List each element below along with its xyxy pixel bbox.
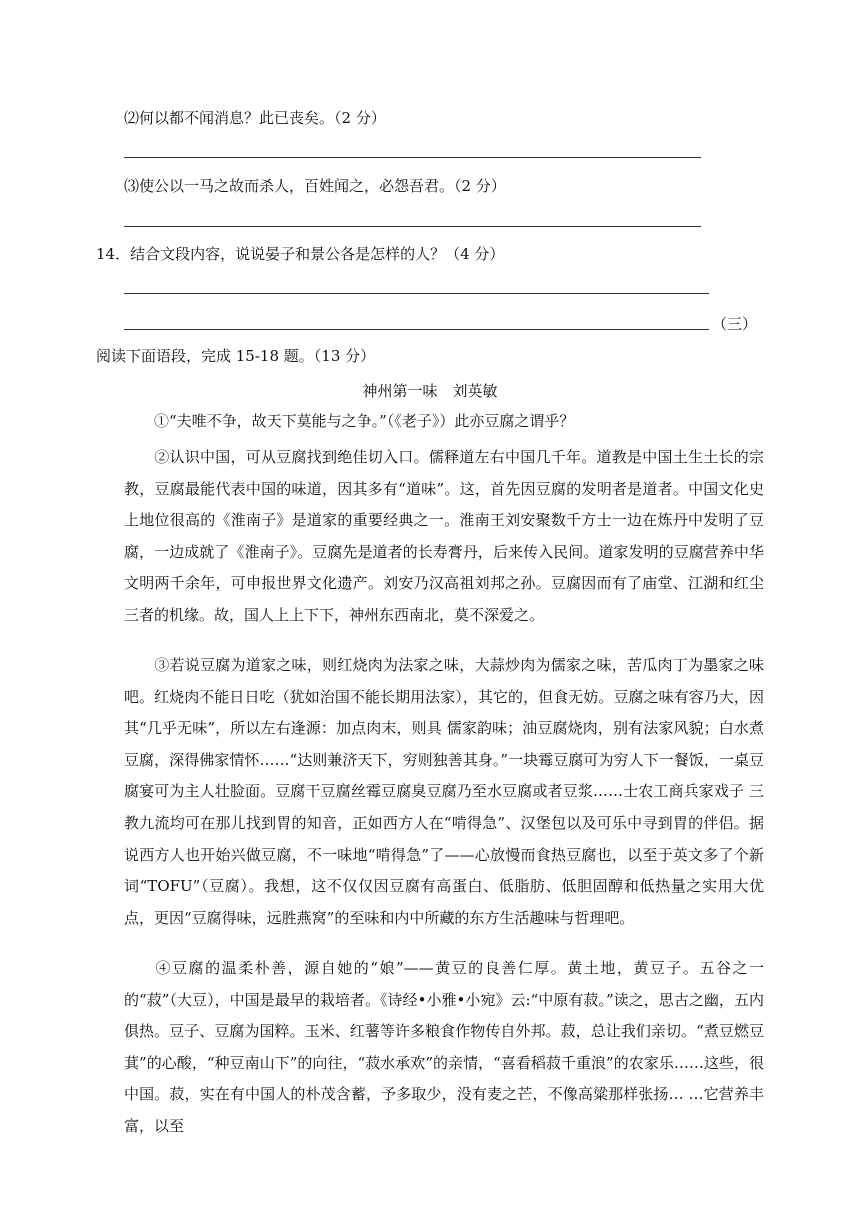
answer-line-13-3 (124, 226, 701, 227)
answer-line-14-1 (124, 293, 709, 294)
section-3-marker: （三） (712, 315, 758, 333)
paragraph-3: ③若说豆腐为道家之味，则红烧肉为法家之味，大蒜炒肉为儒家之味，苦瓜肉丁为墨家之味吧。红烧肉不能日日吃（犹如治国不能长期用法家），其它的，但食无妨。豆腐之味有容乃大，因其“几乎无味”，所以左右逢源：加点肉末，则具 儒家韵味；油豆腐烧肉，别有法家风貌；白水煮豆腐，深得佛家情怀……“达则兼济天下，穷则独善其身。”一块霉豆腐可为穷人下一餐饭，一桌豆腐宴可为主人壮脸面。豆腐干豆腐丝霉豆腐臭豆腐乃至水豆腐或者豆浆……士农工商兵家戏子 三教九流均可在那儿找到胃的知音，正如西方人在“啃得急”、汉堡包以及可乐中寻到胃的伴侣。据说西方人也开始兴做豆腐，不一味地“啃得急”了——心放慢而食热豆腐也，以至于英文多了个新词“TOFU”（豆腐）。我想，这不仅仅因豆腐有高蛋白、低脂肪、低胆固醇和低热量之实用大优点，更因“豆腐得味，远胜燕窝”的至味和内中所藏的东方生活趣味与哲理吧。 (124, 656, 764, 927)
section-3-instruction: 阅读下面语段，完成 15-18 题。（13 分） (96, 347, 376, 365)
answer-line-13-2 (124, 157, 701, 158)
question-13-item-3: ⑶使公以一马之故而杀人，百姓闻之，必怨吾君。（2 分） (124, 177, 506, 195)
paragraph-1: ①“夫唯不争，故天下莫能与之争。”（《老子》）此亦豆腐之谓乎？ (154, 412, 575, 430)
question-14: 14．结合文段内容，说说晏子和景公各是怎样的人？（4 分） (96, 245, 505, 263)
question-13-item-2: ⑵何以都不闻消息？此已丧矣。（2 分） (124, 109, 386, 127)
answer-line-14-2 (124, 329, 709, 330)
paragraph-2: ②认识中国，可从豆腐找到绝佳切入口。儒释道左右中国几千年。道教是中国土生土长的宗教，豆腐最能代表中国的味道，因其多有“道味”。这，首先因豆腐的发明者是道者。中国文化史上地位很高的《淮南子》是道家的重要经典之一。淮南王刘安聚数千方士一边在炼丹中发明了豆腐，一边成就了《淮南子》。豆腐先是道者的长寿膏丹，后来传入民间。道家发明的豆腐营养中华文明两千余年，可申报世界文化遗产。刘安乃汉高祖刘邦之孙。豆腐因而有了庙堂、江湖和红尘三者的机缘。故，国人上上下下，神州东西南北，莫不深爱之。 (124, 448, 764, 624)
paragraph-4: ④豆腐的温柔朴善，源自她的“娘”——黄豆的良善仁厚。黄土地，黄豆子。五谷之一的“菽”（大豆），中国是最早的栽培者。《诗经•小雅•小宛》云:“中原有菽。”读之，思古之幽，五内俱热。豆子、豆腐为国粹。玉米、红薯等许多粮食作物传自外邦。菽，总让我们亲切。“煮豆燃豆萁”的心酸，“种豆南山下”的向往，“菽水承欢”的亲情，“喜看稻菽千重浪”的农家乐……这些，很中国。菽，实在有中国人的朴茂含蓄，予多取少，没有麦之芒，不像高粱那样张扬… …它营养丰富，以至 (124, 959, 764, 1135)
article-title: 神州第一味 刘英敏 (362, 382, 498, 400)
